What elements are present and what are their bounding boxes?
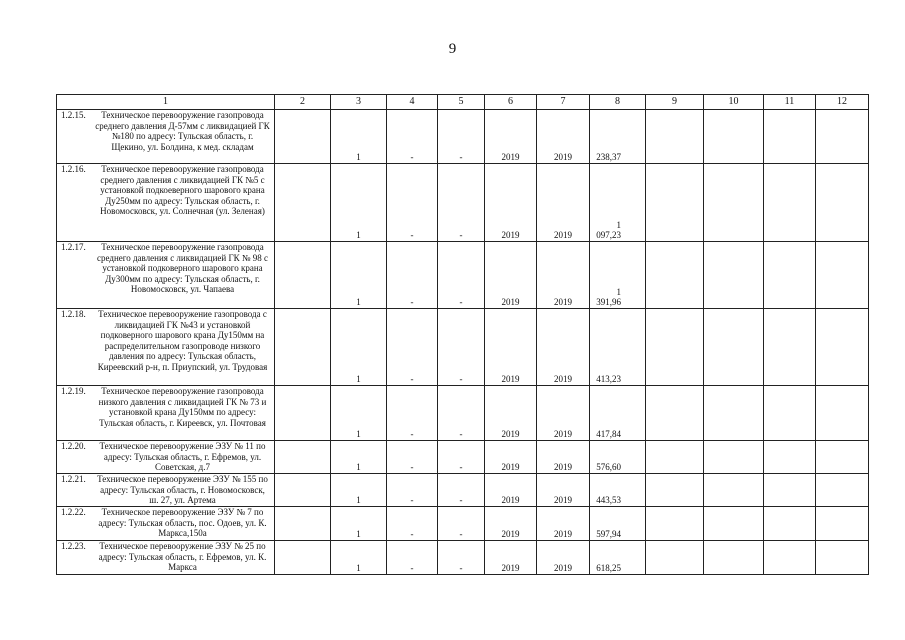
cell-col6: 2019 <box>485 507 537 541</box>
cell-col7: 2019 <box>537 242 590 309</box>
cell-col3: 1 <box>331 164 387 242</box>
page-number: 9 <box>448 41 457 57</box>
item-number: 1.2.19. <box>61 386 86 396</box>
cell-col4: - <box>387 164 438 242</box>
cell-col9 <box>646 242 704 309</box>
cell-col2 <box>275 386 331 441</box>
cell-col7: 2019 <box>537 507 590 541</box>
cell-col8: 618,25 <box>590 541 646 575</box>
column-header-6: 6 <box>485 95 537 110</box>
cell-col7: 2019 <box>537 474 590 507</box>
cell-col4: - <box>387 507 438 541</box>
cell-col12 <box>816 164 869 242</box>
cell-col7: 2019 <box>537 541 590 575</box>
work-description-cell <box>57 164 275 242</box>
column-header-5: 5 <box>438 95 485 110</box>
cell-col2 <box>275 541 331 575</box>
cell-col6: 2019 <box>485 386 537 441</box>
cell-col10 <box>704 309 764 386</box>
cell-col10 <box>704 242 764 309</box>
cell-col12 <box>816 309 869 386</box>
cell-col8: 238,37 <box>590 110 646 164</box>
cell-col9 <box>646 474 704 507</box>
cell-col11 <box>764 110 816 164</box>
item-description: Техническое перевооружение газопровода среднего давления с ликвидацией ГК № 98 с установкой подковерного шарового крана Ду300мм по адресу: Тульская область, г. Новомосковск, ул. Чапаева <box>97 242 268 295</box>
cell-col10 <box>704 507 764 541</box>
cell-col12 <box>816 541 869 575</box>
work-description-cell <box>57 474 275 507</box>
cell-col9 <box>646 507 704 541</box>
item-description: Техническое перевооружение ЭЗУ № 25 по адресу: Тульская область, г. Ефремов, ул. К. Маркса <box>98 541 267 573</box>
cell-col3: 1 <box>331 242 387 309</box>
column-header-4: 4 <box>387 95 438 110</box>
cell-col5: - <box>438 386 485 441</box>
cell-col6: 2019 <box>485 309 537 386</box>
cell-col9 <box>646 441 704 474</box>
cell-col8: 1 097,23 <box>590 164 646 242</box>
cell-col8: 417,84 <box>590 386 646 441</box>
cell-col3: 1 <box>331 110 387 164</box>
cell-col11 <box>764 441 816 474</box>
cell-col11 <box>764 507 816 541</box>
column-header-3: 3 <box>331 95 387 110</box>
cell-col2 <box>275 242 331 309</box>
cell-col12 <box>816 242 869 309</box>
cell-col6: 2019 <box>485 441 537 474</box>
cell-col12 <box>816 386 869 441</box>
table-row <box>57 309 869 386</box>
cell-col11 <box>764 474 816 507</box>
cell-col12 <box>816 441 869 474</box>
cell-col5: - <box>438 242 485 309</box>
work-description-cell <box>57 507 275 541</box>
cell-col10 <box>704 474 764 507</box>
cell-col2 <box>275 441 331 474</box>
cell-col11 <box>764 164 816 242</box>
cell-col5: - <box>438 309 485 386</box>
item-description: Техническое перевооружение ЭЗУ № 7 по адресу: Тульская область, пос. Одоев, ул. К. Маркса,150а <box>98 507 267 539</box>
item-description: Техническое перевооружение газопровода среднего давления с ликвидацией ГК №5 с установкой подкоеверного шарового крана Ду250мм по адресу: Тульская область, г. Новомосковск, ул. Солнечная (ул. Зеленая) <box>100 164 265 217</box>
cell-col7: 2019 <box>537 441 590 474</box>
cell-col2 <box>275 309 331 386</box>
cell-col5: - <box>438 541 485 575</box>
cell-col6: 2019 <box>485 164 537 242</box>
cell-col5: - <box>438 474 485 507</box>
cell-col4: - <box>387 441 438 474</box>
table-row <box>57 164 869 242</box>
cell-col7: 2019 <box>537 164 590 242</box>
column-header-11: 11 <box>764 95 816 110</box>
cell-col6: 2019 <box>485 541 537 575</box>
cell-col5: - <box>438 507 485 541</box>
cell-col5: - <box>438 441 485 474</box>
item-number: 1.2.22. <box>61 507 86 517</box>
column-header-2: 2 <box>275 95 331 110</box>
item-number: 1.2.17. <box>61 242 86 252</box>
cell-col9 <box>646 164 704 242</box>
cell-col4: - <box>387 242 438 309</box>
cell-col3: 1 <box>331 386 387 441</box>
cell-col3: 1 <box>331 541 387 575</box>
item-number: 1.2.23. <box>61 541 86 551</box>
cell-col4: - <box>387 386 438 441</box>
column-header-1: 1 <box>57 95 275 110</box>
cell-col2 <box>275 164 331 242</box>
cell-col6: 2019 <box>485 110 537 164</box>
cell-col10 <box>704 386 764 441</box>
cell-col4: - <box>387 474 438 507</box>
work-description-cell <box>57 110 275 164</box>
work-description-cell <box>57 386 275 441</box>
work-description-cell <box>57 309 275 386</box>
table-row <box>57 110 869 164</box>
cell-col3: 1 <box>331 507 387 541</box>
cell-col10 <box>704 441 764 474</box>
cell-col8: 443,53 <box>590 474 646 507</box>
cell-col7: 2019 <box>537 386 590 441</box>
cell-col5: - <box>438 164 485 242</box>
cell-col9 <box>646 309 704 386</box>
cell-col12 <box>816 474 869 507</box>
cell-col4: - <box>387 309 438 386</box>
cell-col10 <box>704 541 764 575</box>
cell-col2 <box>275 507 331 541</box>
cell-col6: 2019 <box>485 474 537 507</box>
cell-col7: 2019 <box>537 110 590 164</box>
table-row <box>57 507 869 541</box>
table-row <box>57 242 869 309</box>
column-header-9: 9 <box>646 95 704 110</box>
cell-col3: 1 <box>331 441 387 474</box>
item-number: 1.2.20. <box>61 441 86 451</box>
cell-col11 <box>764 309 816 386</box>
column-header-7: 7 <box>537 95 590 110</box>
cell-col8: 413,23 <box>590 309 646 386</box>
work-description-cell <box>57 541 275 575</box>
item-description: Техническое перевооружение газопровода с ликвидацией ГК №43 и установкой подковерного шарового крана Ду150мм на распределительном газопроводе низкого давления по адресу: Тульская область, Киреевский р-н, п. Приупский, ул. Трудовая <box>97 309 268 372</box>
cell-col3: 1 <box>331 474 387 507</box>
cell-col11 <box>764 242 816 309</box>
cell-col9 <box>646 386 704 441</box>
item-number: 1.2.15. <box>61 110 86 120</box>
cell-col9 <box>646 110 704 164</box>
cell-col8: 597,94 <box>590 507 646 541</box>
item-description: Техническое перевооружение ЭЗУ № 11 по адресу: Тульская область, г. Ефремов, ул. Советская, д.7 <box>99 441 266 473</box>
cell-col11 <box>764 386 816 441</box>
cell-col2 <box>275 474 331 507</box>
item-number: 1.2.21. <box>61 474 86 484</box>
item-description: Техническое перевооружение газопровода низкого давления с ликвидацией ГК № 73 и установкой крана Ду150мм по адресу: Тульская область, г. Киреевск, ул. Почтовая <box>98 386 267 428</box>
item-description: Техническое перевооружение ЭЗУ № 155 по адресу: Тульская область, г. Новомосковск, ш. 27, ул. Артема <box>97 474 268 506</box>
cell-col8: 1 391,96 <box>590 242 646 309</box>
item-description: Техническое перевооружение газопровода среднего давления Д-57мм с ликвидацией ГК №180 по адресу: Тульская область, г. Щекино, ул. Болдина, к мед. складам <box>95 110 270 152</box>
work-description-cell <box>57 242 275 309</box>
cell-col4: - <box>387 110 438 164</box>
column-header-8: 8 <box>590 95 646 110</box>
work-description-cell <box>57 441 275 474</box>
column-header-12: 12 <box>816 95 869 110</box>
table-row <box>57 386 869 441</box>
cell-col4: - <box>387 541 438 575</box>
column-header-10: 10 <box>704 95 764 110</box>
header-row <box>57 95 869 110</box>
cell-col7: 2019 <box>537 309 590 386</box>
table-row <box>57 541 869 575</box>
cell-col12 <box>816 110 869 164</box>
cell-col12 <box>816 507 869 541</box>
investment-table <box>56 94 869 575</box>
item-number: 1.2.18. <box>61 309 86 319</box>
cell-col10 <box>704 164 764 242</box>
cell-col2 <box>275 110 331 164</box>
cell-col9 <box>646 541 704 575</box>
cell-col3: 1 <box>331 309 387 386</box>
table-row <box>57 474 869 507</box>
cell-col6: 2019 <box>485 242 537 309</box>
cell-col8: 576,60 <box>590 441 646 474</box>
cell-col10 <box>704 110 764 164</box>
item-number: 1.2.16. <box>61 164 86 174</box>
table-row <box>57 441 869 474</box>
cell-col5: - <box>438 110 485 164</box>
cell-col11 <box>764 541 816 575</box>
